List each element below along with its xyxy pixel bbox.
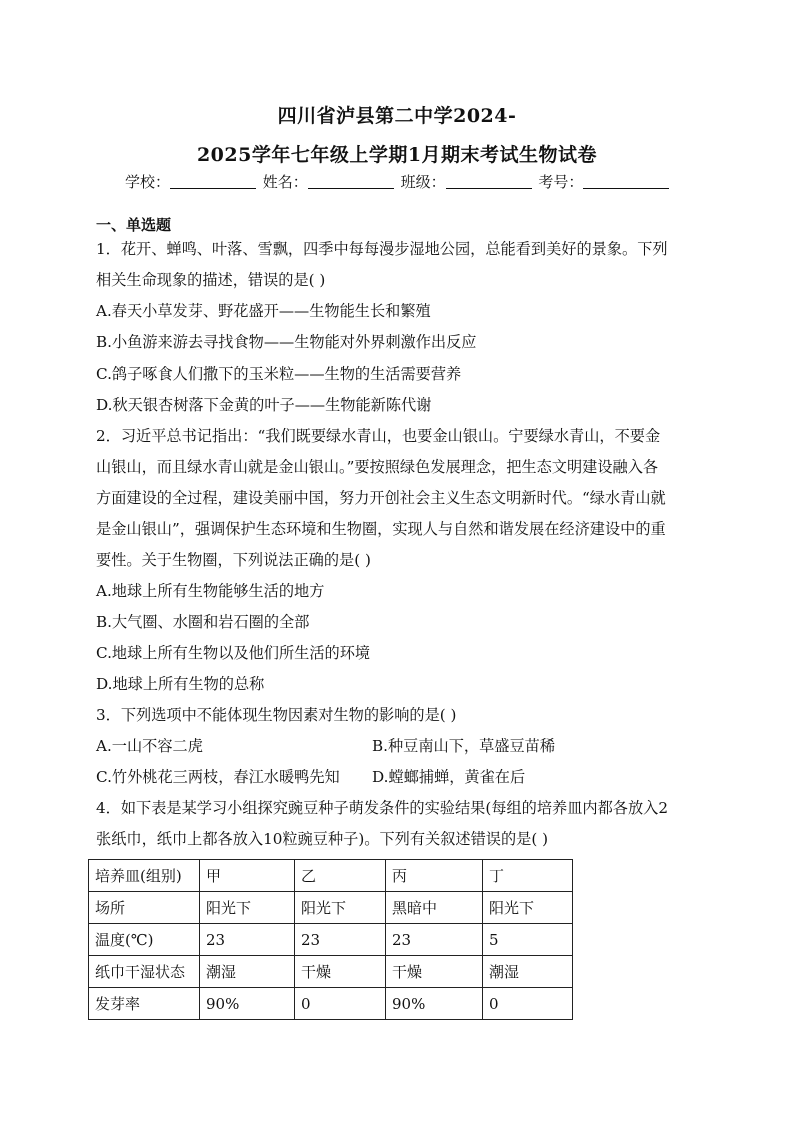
q2-stem-line4: 是金山银山”，强调保护生态环境和生物圈，实现人与自然和谐发展在经济建设中的重 — [96, 520, 666, 538]
exam-title-line2: 2025学年七年级上学期1月期末考试生物试卷 — [196, 144, 598, 166]
school-label: 学校： — [125, 173, 171, 191]
q3-option-a[interactable]: A.一山不容二虎 — [96, 737, 203, 755]
table-cell: 23 — [295, 924, 386, 956]
class-label: 班级： — [400, 173, 446, 191]
q2-option-c[interactable]: C.地球上所有生物以及他们所生活的环境 — [96, 644, 371, 662]
q3-option-b[interactable]: B.种豆南山下，草盛豆苗稀 — [372, 737, 556, 755]
table-cell: 23 — [386, 924, 483, 956]
table-cell: 温度(℃) — [89, 924, 200, 956]
exam-number-label: 考号： — [538, 173, 584, 191]
table-cell: 阳光下 — [483, 892, 573, 924]
table-cell: 23 — [200, 924, 295, 956]
table-cell: 甲 — [200, 860, 295, 892]
table-row — [89, 956, 573, 988]
q2-option-d[interactable]: D.地球上所有生物的总称 — [96, 675, 265, 693]
name-label: 姓名： — [262, 173, 308, 191]
table-cell: 丁 — [483, 860, 573, 892]
table-cell: 0 — [295, 988, 386, 1020]
exam-number-blank[interactable] — [583, 174, 669, 189]
table-cell: 纸巾干湿状态 — [89, 956, 200, 988]
class-blank[interactable] — [446, 174, 532, 189]
table-cell: 乙 — [295, 860, 386, 892]
table-cell: 90% — [200, 988, 295, 1020]
experiment-table — [88, 859, 573, 1020]
table-cell: 阳光下 — [200, 892, 295, 924]
q2-option-a[interactable]: A.地球上所有生物能够生活的地方 — [96, 582, 325, 600]
q3-stem: 3．下列选项中不能体现生物因素对生物的影响的是( ) — [96, 706, 457, 724]
q2-stem-line2: 山银山，而且绿水青山就是金山银山。”要按照绿色发展理念，把生态文明建设融入各 — [96, 458, 659, 476]
table-cell: 潮湿 — [200, 956, 295, 988]
name-blank[interactable] — [308, 174, 394, 189]
student-info-row — [125, 171, 671, 192]
q3-option-d[interactable]: D.螳螂捕蝉，黄雀在后 — [372, 768, 526, 786]
q1-option-b[interactable]: B.小鱼游来游去寻找食物——生物能对外界刺激作出反应 — [96, 333, 477, 351]
q1-option-a[interactable]: A.春天小草发芽、野花盛开——生物能生长和繁殖 — [96, 302, 431, 320]
table-cell: 0 — [483, 988, 573, 1020]
table-cell: 阳光下 — [295, 892, 386, 924]
table-row — [89, 892, 573, 924]
q1-stem-line1: 1．花开、蝉鸣、叶落、雪飘，四季中每每漫步湿地公园，总能看到美好的景象。下列 — [96, 240, 668, 258]
section-heading: 一、单选题 — [96, 216, 172, 234]
q2-stem-line1: 2．习近平总书记指出：“我们既要绿水青山，也要金山银山。宁要绿水青山，不要金 — [96, 427, 661, 445]
school-blank[interactable] — [170, 174, 256, 189]
table-row — [89, 988, 573, 1020]
table-row — [89, 860, 573, 892]
q4-stem-line1: 4．如下表是某学习小组探究豌豆种子萌发条件的实验结果(每组的培养皿内都各放入2 — [96, 799, 669, 817]
q2-stem-line3: 方面建设的全过程，建设美丽中国，努力开创社会主义生态文明新时代。“绿水青山就 — [96, 489, 666, 507]
table-cell: 干燥 — [295, 956, 386, 988]
table-cell: 场所 — [89, 892, 200, 924]
table-cell: 发芽率 — [89, 988, 200, 1020]
table-cell: 丙 — [386, 860, 483, 892]
table-cell: 培养皿(组别) — [89, 860, 200, 892]
exam-title-line1: 四川省泸县第二中学2024- — [277, 105, 517, 127]
table-cell: 干燥 — [386, 956, 483, 988]
q2-option-b[interactable]: B.大气圈、水圈和岩石圈的全部 — [96, 613, 310, 631]
q1-option-c[interactable]: C.鸽子啄食人们撒下的玉米粒——生物的生活需要营养 — [96, 365, 462, 383]
q4-stem-line2: 张纸巾，纸巾上都各放入10粒豌豆种子)。下列有关叙述错误的是( ) — [96, 830, 548, 848]
q2-stem-line5: 要性。关于生物圈，下列说法正确的是( ) — [96, 551, 371, 569]
table-cell: 潮湿 — [483, 956, 573, 988]
q1-option-d[interactable]: D.秋天银杏树落下金黄的叶子——生物能新陈代谢 — [96, 396, 432, 414]
table-cell: 黑暗中 — [386, 892, 483, 924]
q1-stem-line2: 相关生命现象的描述，错误的是( ) — [96, 271, 326, 289]
table-cell: 90% — [386, 988, 483, 1020]
table-row — [89, 924, 573, 956]
table-cell: 5 — [483, 924, 573, 956]
q3-option-c[interactable]: C.竹外桃花三两枝，春江水暖鸭先知 — [96, 768, 340, 786]
